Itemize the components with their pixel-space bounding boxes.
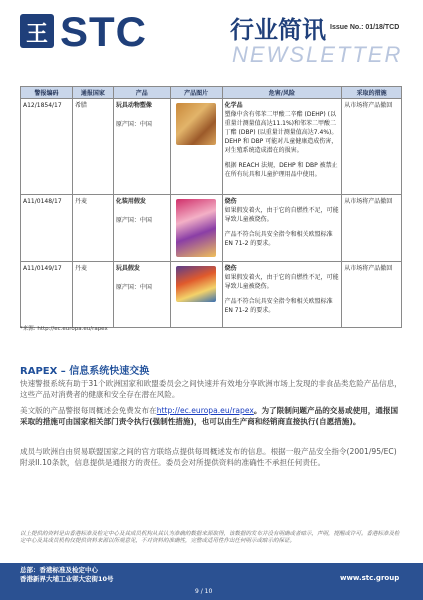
hazard-text: 如果假发着火，由于它的自燃性不足，可能导致儿童被烧伤。 <box>224 207 339 223</box>
col-header-country: 通报国家 <box>72 87 113 99</box>
product-cell <box>113 262 170 328</box>
product-photo <box>176 199 216 257</box>
photo-cell <box>170 99 222 195</box>
newsletter-title-cn: 行业简讯 <box>230 16 326 44</box>
logo-mark: 王 <box>25 21 48 47</box>
hazard-title: 烧伤 <box>224 198 237 205</box>
hazard-cell <box>222 99 342 195</box>
product-name: 化装用假发 <box>115 198 146 205</box>
source-note: *来源: http://ec.europa.eu/rapex <box>20 326 108 332</box>
hazard-text: 如果假发着火，由于它的自燃性不足，可能导致儿童被烧伤。 <box>224 274 339 290</box>
measure-taken: 从市场将产品撤回 <box>342 99 402 195</box>
product-photo <box>176 266 216 302</box>
hazard-text: 塑像中含有邻苯二甲酸二辛酯 (DEHP) (以重量计测量值高达11.1%)和邻苯二甲酸二丁酯 (DBP) (以重量计测量值高达7.4%)。DEHP 和 DBP 可能对儿童健康造成伤害，对生殖系统造成潜在的损害。 <box>224 111 338 154</box>
company-address: 香港新界大埔工业邨大宏街10号 <box>20 575 114 583</box>
section-paragraph-3: 成员与欧洲自由贸易联盟国家之间的官方联络点提供每周概述发布的信息。根据一般产品安全指令(2001/95/EC)附录II.10条款，信息提供是通报方的责任。委员会对所提供资料的准确性不承担任何责任。 <box>20 447 397 467</box>
alert-code: A11/0149/17 <box>21 262 73 328</box>
col-header-measures: 采取的措施 <box>342 87 402 99</box>
paragraph-2-bold: 。为了限制问题产品的交易或使用，通报国采取的措施可由国家相关部门责令执行(强制性措施)，也可以由生产商和经销商直接执行(自愿措施)。 <box>20 406 399 426</box>
col-header-code: 警报编码 <box>21 87 73 99</box>
measure-taken: 从市场将产品撤回 <box>342 262 402 328</box>
logo-text: STC <box>60 8 147 55</box>
hazard-title: 化学品 <box>224 102 243 109</box>
table-row <box>21 195 402 262</box>
col-header-photo: 产品图片 <box>170 87 222 99</box>
section-title: RAPEX – 信息系统快速交换 <box>20 366 150 377</box>
product-name: 玩具动物塑像 <box>115 102 152 109</box>
product-photo <box>176 103 216 145</box>
stc-logo-icon <box>20 14 54 48</box>
product-cell <box>113 99 170 195</box>
hazard-regulation: 产品不符合玩具安全指令和相关欧盟标准 EN 71-2 的要求。 <box>224 298 333 314</box>
rapex-link[interactable]: http://ec.europa.eu/rapex <box>156 406 254 415</box>
product-cell <box>113 195 170 262</box>
hazard-cell <box>222 262 342 328</box>
website-link[interactable]: www.stc.group <box>340 574 400 582</box>
alert-code: A12/1854/17 <box>21 99 73 195</box>
hazard-cell <box>222 195 342 262</box>
measure-taken: 从市场将产品撤回 <box>342 195 402 262</box>
photo-cell <box>170 262 222 328</box>
hazard-regulation: 根据 REACH 法规，DEHP 和 DBP 被禁止在所有玩具和儿童护理用品中使用。 <box>224 162 338 178</box>
table-row <box>21 262 402 328</box>
table-row <box>21 99 402 195</box>
product-origin: 原产国：中国 <box>115 121 152 128</box>
product-origin: 原产国：中国 <box>115 284 152 291</box>
section-paragraph-2 <box>20 405 403 427</box>
table-header-row <box>21 87 402 99</box>
product-name: 玩具假发 <box>115 265 140 272</box>
alert-code: A11/0148/17 <box>21 195 73 262</box>
page-number: 9 / 10 <box>195 588 213 595</box>
notifying-country: 丹麦 <box>72 262 113 328</box>
hazard-title: 烧伤 <box>224 265 237 272</box>
hazard-regulation: 产品不符合玩具安全指令和相关欧盟标准 EN 71-2 的要求。 <box>224 231 333 247</box>
footer-address-block <box>20 566 114 584</box>
company-name: 总部：香港标准及检定中心 <box>20 566 98 574</box>
newsletter-label: NEWSLETTER <box>232 42 403 67</box>
col-header-hazard: 危害/风险 <box>222 87 342 99</box>
photo-cell <box>170 195 222 262</box>
product-origin: 原产国：中国 <box>115 217 152 224</box>
paragraph-2-intro: 美文版的产品警报每周概述会免费发布在 <box>20 406 157 415</box>
issue-number: Issue No.: 01/18/TCD <box>330 24 400 31</box>
notifying-country: 希腊 <box>72 99 113 195</box>
disclaimer: 以上提供的资料是由香港标准及检定中心及其成员机构从其认为准确的数据来源取得，该数据的发布并没有明确或者暗示，声明，提醒或许可。香港标准及检定中心及其成员机构仅提供资料来源以所观意见，不对资料的准确性，完整或适用性作出任何明示或暗示的保证。 <box>20 531 400 544</box>
col-header-product: 产品 <box>113 87 170 99</box>
section-paragraph-1: 快速警报系统有助于31个欧洲国家和欧盟委员会之间快速并有效地分享欧洲市场上发现的非食品类危险产品信息，这些产品对消费者的健康和安全存在潜在风险。 <box>20 379 402 399</box>
alert-table <box>20 86 402 328</box>
page-header <box>0 0 423 70</box>
notifying-country: 丹麦 <box>72 195 113 262</box>
